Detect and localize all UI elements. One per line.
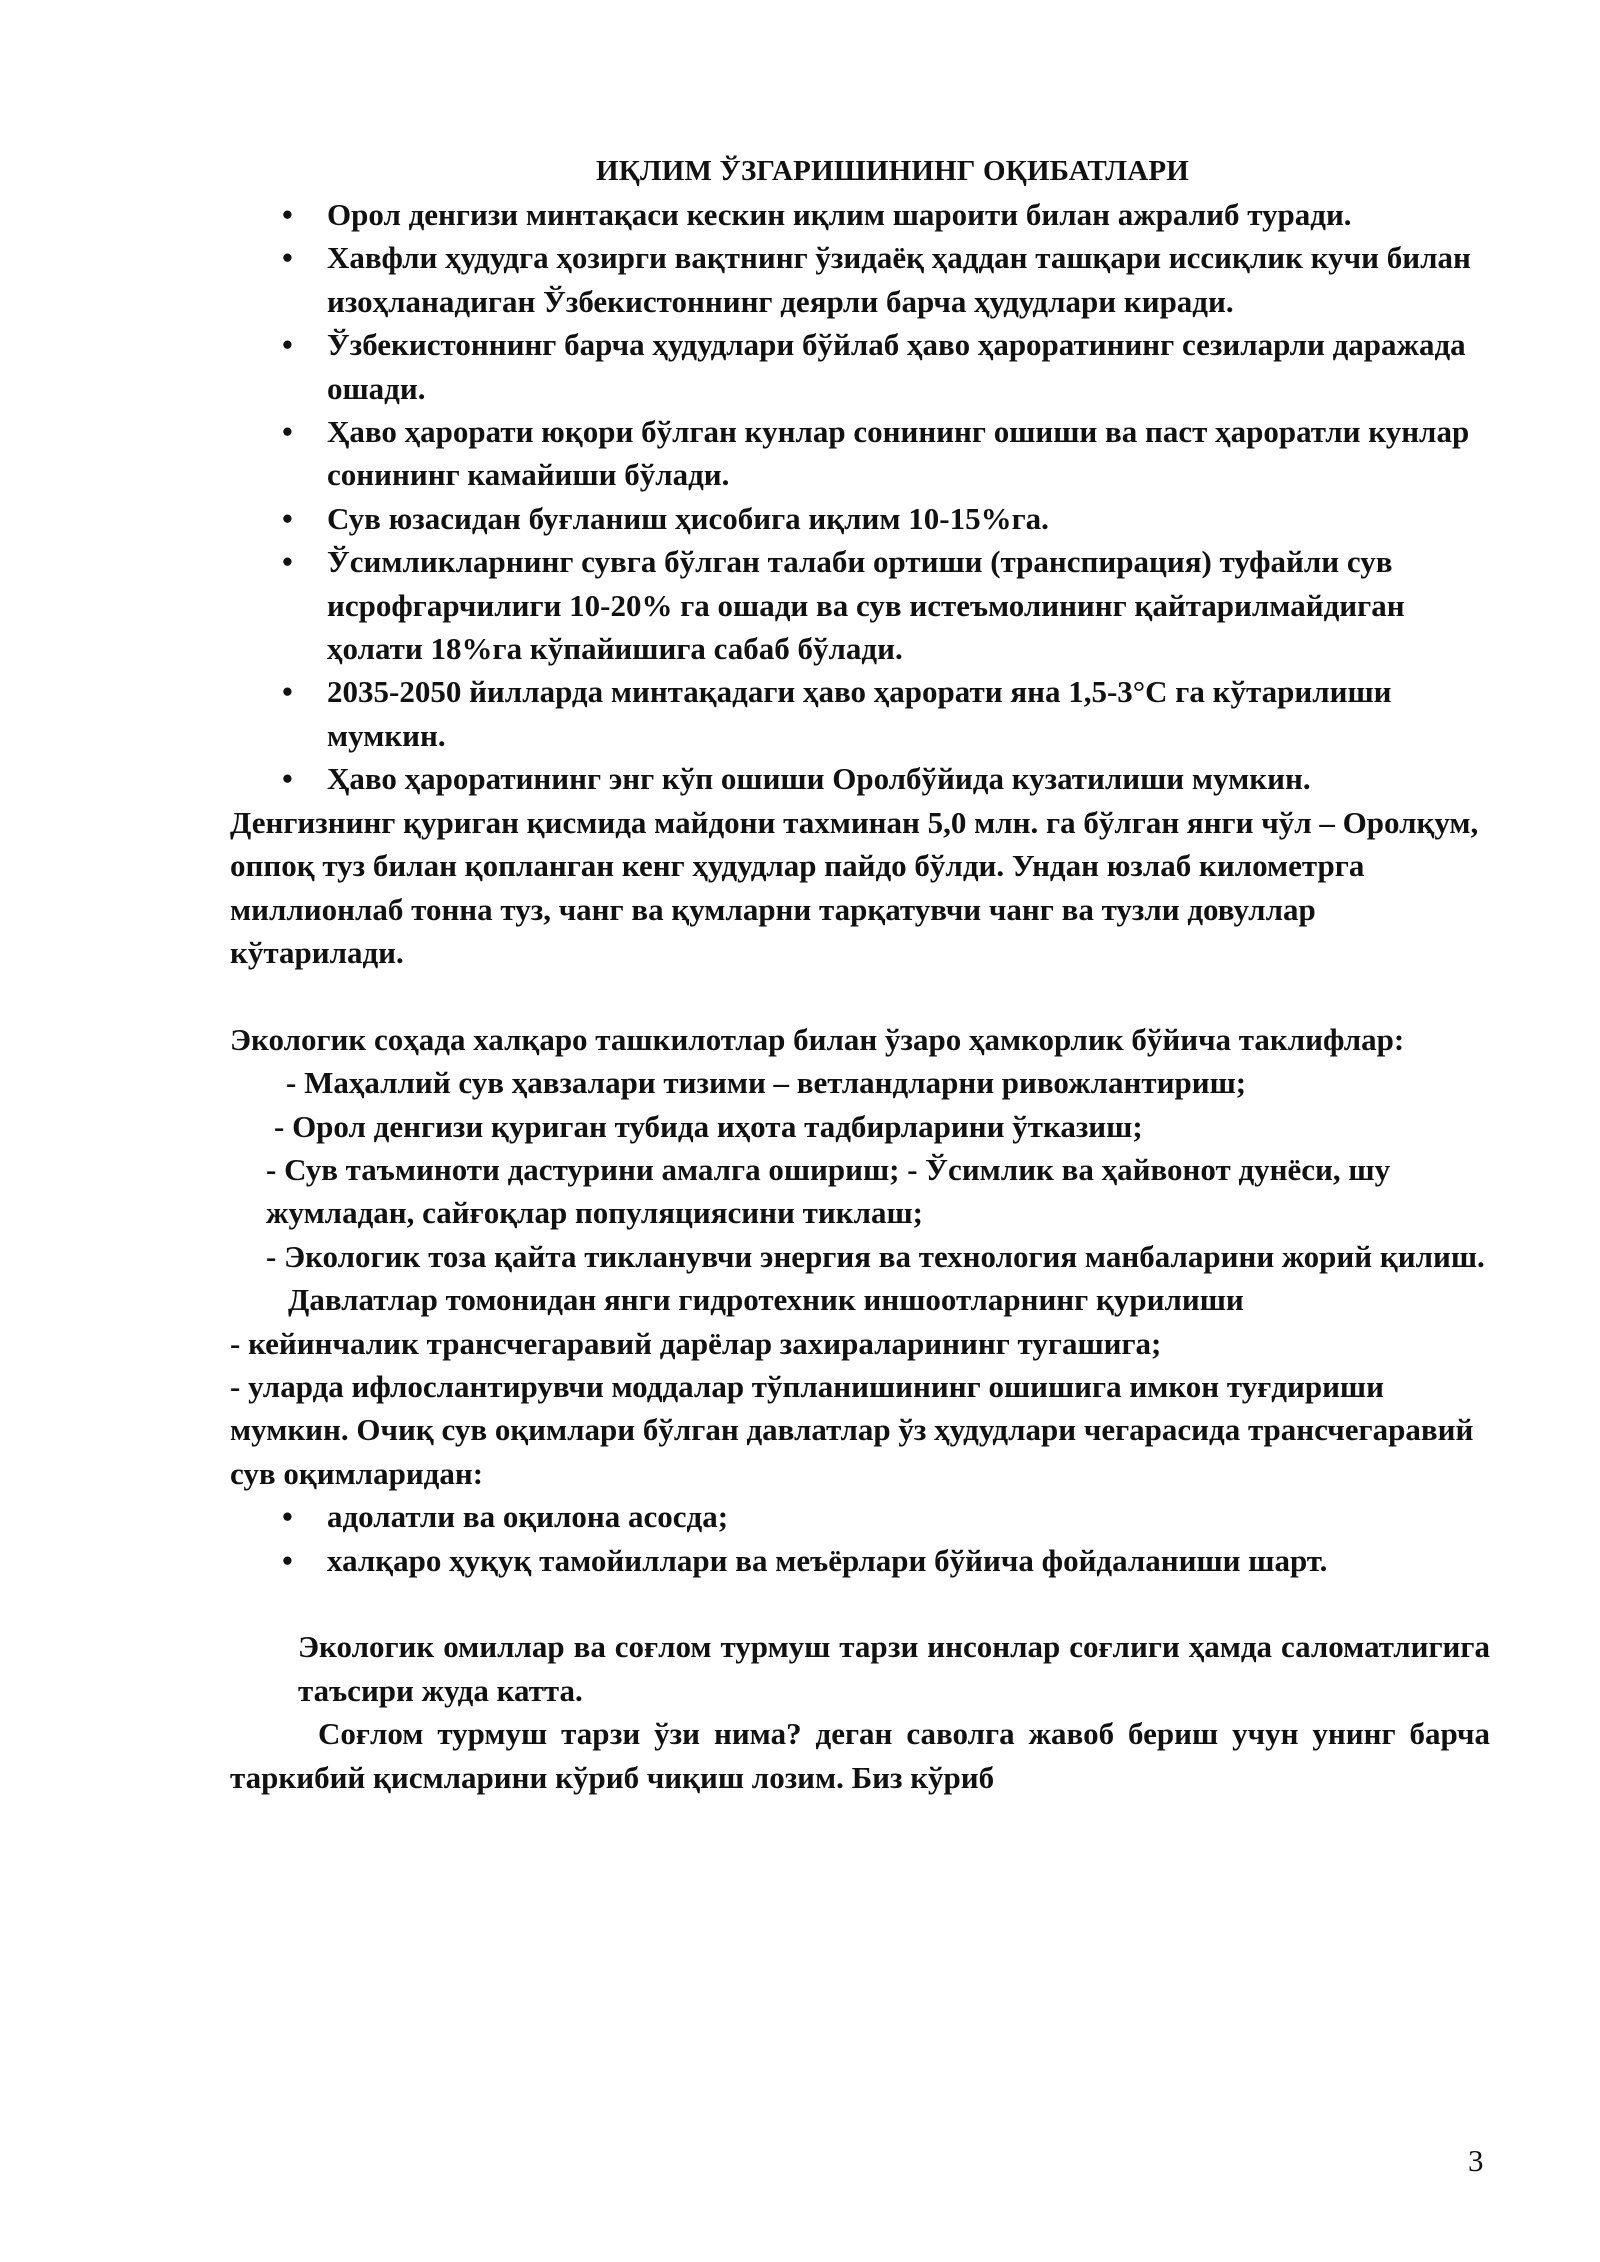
list-item-text: Сув юзасидан буғланиш ҳисобига иқлим 10-15%га. xyxy=(327,500,1049,536)
spacer xyxy=(230,974,1490,1017)
paragraph-proposals-intro: Экологик соҳада халқаро ташкилотлар билан ўзаро ҳамкорлик бўйича таклифлар: xyxy=(230,1021,1405,1057)
bullet-list-climate-effects xyxy=(230,193,1490,801)
bullet-icon: • xyxy=(282,327,293,363)
list-item-text: Ҳаво ҳарорати юқори бўлган кунлар сонининг ошиши ва паст ҳароратли кунлар сонининг камайиши бўлади. xyxy=(327,414,1470,493)
paragraph-hydro-structures: Давлатлар томонидан янги гидротехник иншоотларнинг қурилиши xyxy=(288,1282,1244,1318)
bullet-icon: • xyxy=(282,197,293,232)
bullet-icon: • xyxy=(282,1499,293,1535)
spacer xyxy=(230,1582,1490,1625)
page-number: 3 xyxy=(1468,2143,1484,2178)
list-item-text: адолатли ва оқилона асосда; xyxy=(327,1499,729,1535)
list-item-text: Ҳаво ҳароратининг энг кўп ошиши Оролбўйида кузатилиши мумкин. xyxy=(327,761,1311,797)
bullet-list-water-use xyxy=(230,1495,1490,1582)
list-item-text: Хавфли ҳудудга ҳозирги вақтнинг ўзидаёқ ҳаддан ташқари иссиқлик кучи билан изоҳланадиган Ўзбекистоннинг деярли барча ҳудудлари киради. xyxy=(327,240,1471,319)
proposal-item-wetlands: - Маҳаллий сув ҳавзалари тизими – ветландларни ривожлантириш; xyxy=(286,1065,1247,1101)
list-item-text: Орол денгизи минтақаси кескин иқлим шароити билан ажралиб туради. xyxy=(327,197,1352,232)
page-title: ИҚЛИМ ЎЗГАРИШИНИНГ ОҚИБАТЛАРИ xyxy=(595,155,1190,187)
list-item xyxy=(230,540,1490,670)
list-item-text: Ўсимликларнинг сувга бўлган талаби ортиши (транспирация) туфайли сув исрофгарчилиги 10-20% га ошади ва сув истеъмолининг қайтарилмайдиган ҳолати 18%га кўпайишига сабаб бўлади. xyxy=(327,544,1405,667)
bullet-icon: • xyxy=(282,544,293,580)
bullet-icon: • xyxy=(282,1542,293,1578)
paragraph-river-reserves: - кейинчалик трансчегаравий дарёлар захираларининг тугашига; xyxy=(230,1325,1162,1361)
list-item xyxy=(230,670,1490,757)
bullet-icon: • xyxy=(282,674,293,710)
list-item xyxy=(230,1539,1490,1582)
list-item xyxy=(230,193,1490,236)
paragraph-pollutants: - уларда ифлослантирувчи моддалар тўпланишининг ошишига имкон туғдириши мумкин. Очиқ сув оқимлари бўлган давлатлар ўз ҳудудлари чегарасида трансчегаравий сув оқимларидан: xyxy=(230,1368,1474,1491)
proposal-item-water-supply: - Сув таъминоти дастурини амалга ошириш; - Ўсимлик ва ҳайвонот дунёси, шу жумладан, сайғоқлар популяциясини тиклаш; xyxy=(266,1151,1391,1231)
paragraph-healthy-lifestyle: Соғлом турмуш тарзи ўзи нима? деган саволга жавоб бериш учун унинг барча таркибий қисмларини кўриб чиқиш лозим. Биз кўриб xyxy=(230,1716,1490,1795)
bullet-icon: • xyxy=(282,761,293,797)
list-item xyxy=(230,757,1490,800)
list-item xyxy=(230,497,1490,540)
list-item xyxy=(230,1495,1490,1538)
paragraph-ecological-factors: Экологик омиллар ва соғлом турмуш тарзи инсонлар соғлиги ҳамда саломатлигига таъсири жуда катта. xyxy=(298,1629,1490,1708)
list-item xyxy=(230,410,1490,497)
list-item-text: 2035-2050 йилларда минтақадаги ҳаво ҳарорати яна 1,5-3°С га кўтарилиши мумкин. xyxy=(327,674,1392,753)
proposal-item-clean-energy: - Экологик тоза қайта тикланувчи энергия ва технология манбаларини жорий қилиш. xyxy=(266,1238,1485,1274)
proposal-item-aral-seabed: - Орол денгизи қуриган тубида иҳота тадбирларини ўтказиш; xyxy=(274,1108,1143,1144)
list-item-text: халқаро ҳуқуқ тамойиллари ва меъёрлари бўйича фойдаланиши шарт. xyxy=(327,1542,1328,1578)
document-body xyxy=(230,150,1490,1799)
bullet-icon: • xyxy=(282,414,293,450)
list-item xyxy=(230,323,1490,410)
paragraph-aralkum: Денгизнинг қуриган қисмида майдони тахминан 5,0 млн. га бўлган янги чўл – Оролқум, оппоқ туз билан қопланган кенг ҳудудлар пайдо бўлди. Ундан юзлаб километрга миллионлаб тонна туз, чанг ва қумларни тарқатувчи чанг ва тузли довуллар кўтарилади. xyxy=(230,804,1479,970)
bullet-icon: • xyxy=(282,240,293,276)
bullet-icon: • xyxy=(282,500,293,536)
list-item-text: Ўзбекистоннинг барча ҳудудлари бўйлаб ҳаво ҳароратининг сезиларли даражада ошади. xyxy=(327,327,1466,406)
list-item xyxy=(230,236,1490,323)
